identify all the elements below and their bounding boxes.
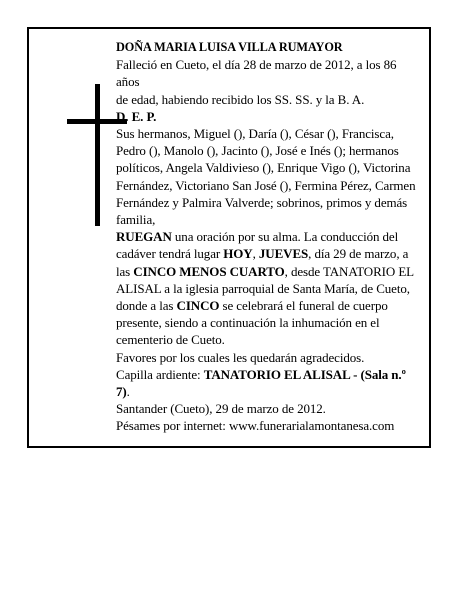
funeral-time: CINCO MENOS CUARTO xyxy=(133,263,285,279)
ruegan-text: RUEGAN xyxy=(116,229,172,245)
funeral-text-3: , desde TANATORIO EL ALISAL a la iglesia parroquial de Santa María, de Cueto, donde a las xyxy=(116,263,414,314)
cross-vertical-bar xyxy=(95,84,100,226)
cinco-text: CINCO xyxy=(176,298,220,314)
hoy-text: HOY xyxy=(223,246,253,262)
funeral-text-4: se celebrará el funeral de cuerpo presente, siendo a continuación la inhumación en el cementerio de Cueto. xyxy=(116,298,388,348)
funeral-paragraph xyxy=(116,228,420,348)
death-line: Falleció en Cueto, el día 28 de marzo de 2012, a los 86 años xyxy=(116,57,397,90)
chapel-label: Capilla ardiente: xyxy=(116,366,204,382)
jueves-text: JUEVES xyxy=(258,246,309,262)
sacraments-line: de edad, habiendo recibido los SS. SS. y la B. A. xyxy=(116,91,365,107)
funeral-text-1: una oración por su alma. La conducción del cadáver tendrá lugar xyxy=(116,229,399,262)
chapel-line xyxy=(116,366,420,400)
funeral-text-2: , día 29 de marzo, a las xyxy=(116,246,409,279)
thanks-line: Favores por los cuales les quedarán agradecidos. xyxy=(116,349,365,365)
dep-line: D. E. P. xyxy=(116,108,157,124)
obituary-text xyxy=(116,39,420,435)
funeral-comma: , xyxy=(252,246,259,262)
deceased-name: DOÑA MARIA LUISA VILLA RUMAYOR xyxy=(116,40,343,54)
chapel-place: TANATORIO EL ALISAL - (Sala n.º 7) xyxy=(116,366,406,400)
date-place-line: Santander (Cueto), 29 de marzo de 2012. xyxy=(116,401,326,417)
condolences-line: Pésames por internet: www.funerarialamontanesa.com xyxy=(116,418,395,434)
family-paragraph: Sus hermanos, Miguel (), Daría (), César (), Francisca, Pedro (), Manolo (), Jacinto (), José e Inés (); hermanos políticos, Angela Valdivieso (), Enrique Vigo (), Victorina Fernández, Victoriano San José (), Fermina Pérez, Carmen Fernández y Palmira Valverde; sobrinos, primos y demás familia, xyxy=(116,126,416,228)
chapel-end: . xyxy=(126,384,130,400)
